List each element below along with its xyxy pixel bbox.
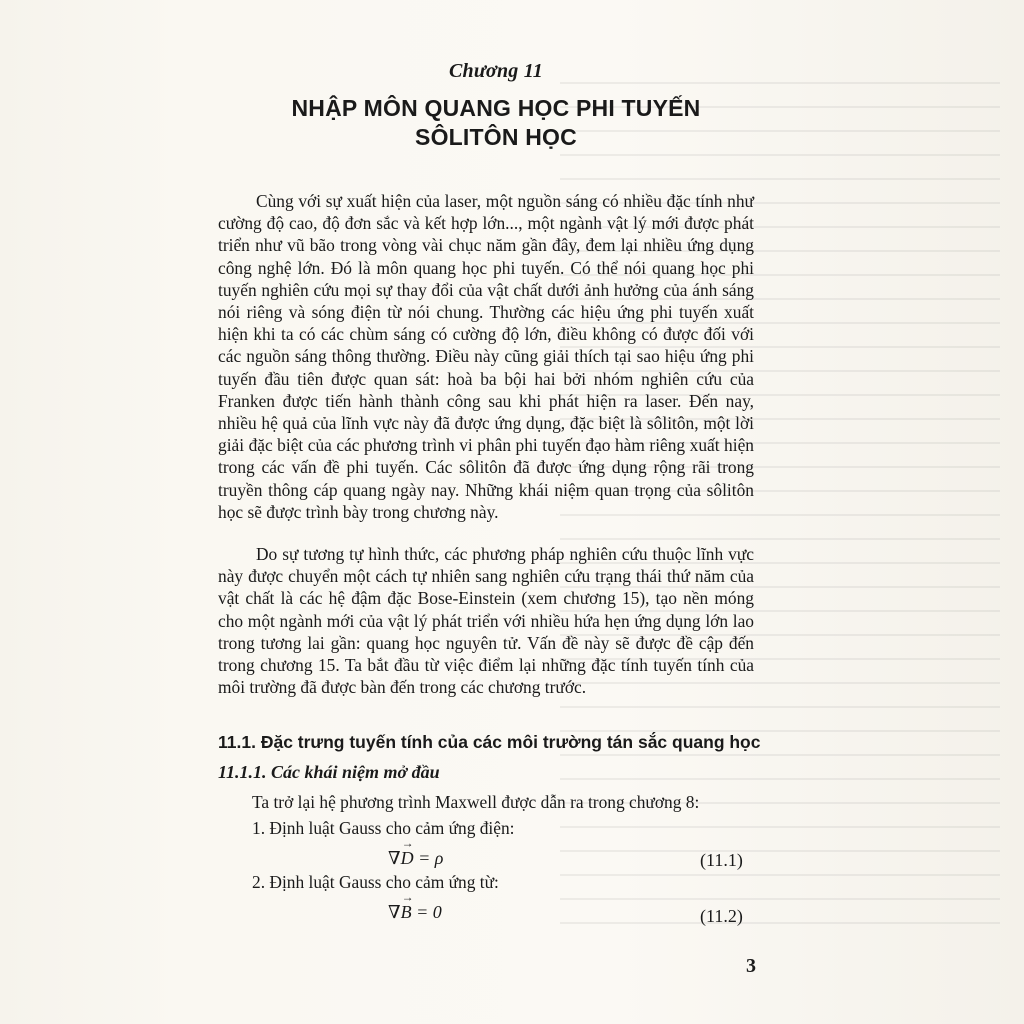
- vector-b: → B: [401, 902, 412, 923]
- maxwell-intro-line: Ta trở lại hệ phương trình Maxwell được dẫn ra trong chương 8:: [252, 792, 700, 812]
- paragraph-text: Do sự tương tự hình thức, các phương pháp nghiên cứu thuộc lĩnh vực này được chuyển một cách tự nhiên sang nghiên cứu trạng thái thứ năm của vật chất là các hệ đậm đặc Bose-Einstein (xem chương 15), tạo nền móng cho một ngành mới của vật lý phát triển với nhiều hứa hẹn ứng dụng lớn lao trong tương lai gần: quang học nguyên tử. Vấn đề này sẽ được đề cập đến trong chương 15. Ta bắt đầu từ việc điểm lại những đặc tính tuyến tính của môi trường đã được bàn đến trong các chương trước.: [218, 544, 754, 698]
- chapter-label: Chương 11: [449, 60, 543, 82]
- equation-rhs: = 0: [416, 902, 442, 922]
- law-1-label: 1. Định luật Gauss cho cảm ứng điện:: [252, 818, 515, 838]
- equation-rhs: = ρ: [418, 848, 444, 868]
- chapter-title-line-2: SÔLITÔN HỌC: [415, 124, 577, 150]
- page-number: 3: [746, 955, 756, 977]
- intro-paragraph-1: [218, 190, 754, 523]
- section-heading: 11.1. Đặc trưng tuyến tính của các môi trường tán sắc quang học: [218, 732, 761, 752]
- vector-d: → D: [401, 848, 414, 869]
- nabla-symbol: ∇: [388, 848, 401, 868]
- intro-paragraph-2: [218, 543, 754, 698]
- chapter-title-line-1: NHẬP MÔN QUANG HỌC PHI TUYẾN: [291, 95, 701, 121]
- equation-number-11-1: (11.1): [700, 850, 743, 870]
- subsection-heading: 11.1.1. Các khái niệm mở đầu: [218, 762, 440, 782]
- paragraph-text: Cùng với sự xuất hiện của laser, một nguồn sáng có nhiều đặc tính như cường độ cao, độ đơn sắc và kết hợp lớn..., một ngành vật lý mới được phát triển như vũ bão trong vòng vài chục năm gần đây, đem lại nhiều ứng dụng công nghệ lớn. Đó là môn quang học phi tuyến. Có thể nói quang học phi tuyến nghiên cứu mọi sự thay đổi của vật chất dưới ảnh hưởng của ánh sáng nói riêng và sóng điện từ nói chung. Thường các hiệu ứng phi tuyến xuất hiện khi ta có các chùm sáng có cường độ lớn, điều không có được đối với các nguồn sáng thông thường. Điều này cũng giải thích tại sao hiệu ứng phi tuyến đầu tiên được quan sát: hoà ba bội hai bởi nhóm nghiên cứu của Franken được tiến hành thành công sau khi phát hiện ra laser. Đến nay, nhiều hệ quả của lĩnh vực này đã được ứng dụng, đặc biệt là sôlitôn, một lời giải đặc biệt của các phương trình vi phân phi tuyến đạo hàm riêng xuất hiện trong các vấn đề phi tuyến. Các sôlitôn đã được ứng dụng rộng rãi trong truyền thông cáp quang ngày nay. Những khái niệm quan trọng của sôlitôn học sẽ được trình bày trong chương này.: [218, 191, 754, 522]
- equation-11-1: [388, 848, 443, 869]
- chapter-title: [216, 94, 776, 152]
- equation-11-2: [388, 902, 442, 923]
- law-2-label: 2. Định luật Gauss cho cảm ứng từ:: [252, 872, 499, 892]
- equation-number-11-2: (11.2): [700, 906, 743, 926]
- nabla-symbol: ∇: [388, 902, 401, 922]
